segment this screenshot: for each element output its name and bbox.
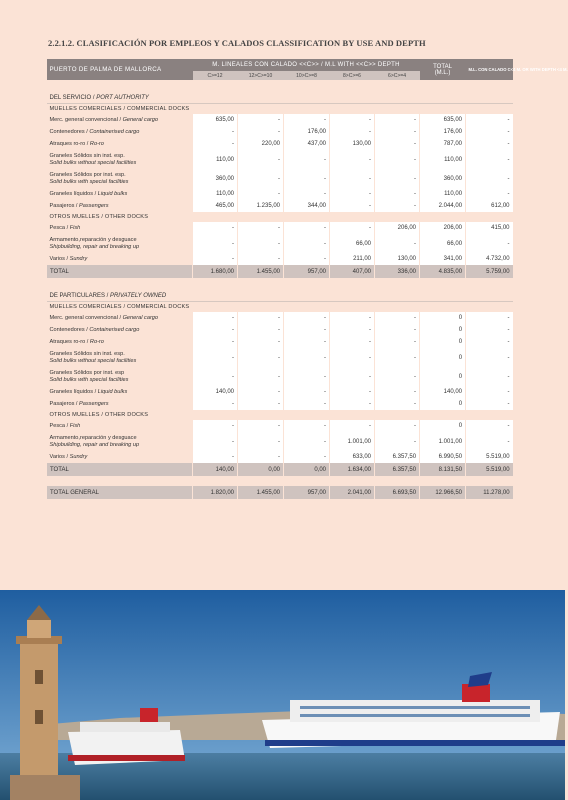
- row-label-en: Fish: [69, 422, 81, 429]
- value-cell: 635,00: [420, 114, 466, 126]
- value-cell: -: [193, 348, 238, 367]
- section-header: [47, 90, 513, 104]
- table-row: [47, 324, 513, 336]
- value-cell: 12.966,50: [420, 486, 466, 499]
- value-cell: 5.519,00: [466, 463, 513, 476]
- value-cell: 2.041,00: [330, 486, 375, 499]
- total-header: [420, 59, 466, 80]
- value-cell: 415,00: [466, 222, 513, 234]
- row-label-es: Graneles Sólidos sin inst. esp.: [49, 351, 125, 357]
- table-row: [47, 451, 513, 463]
- value-cell: -: [238, 451, 284, 463]
- shallow-depth-header: M.L. CON CALADO C<4 M. OR WITH DEPTH <4 M.: [466, 59, 513, 80]
- value-cell: 110,00: [420, 188, 466, 200]
- value-cell: -: [330, 324, 375, 336]
- row-label-es: Pesca /: [49, 224, 70, 231]
- row-label-en: Passengers: [79, 202, 109, 209]
- value-cell: 1.455,00: [238, 486, 284, 499]
- harbour-photo: [0, 590, 565, 800]
- group-title: MUELLES COMERCIALES / COMMERCIAL DOCKS: [49, 106, 190, 112]
- value-cell: -: [466, 336, 513, 348]
- row-label: [47, 348, 193, 367]
- row-label-es: Graneles Sólidos por inst. esp.: [49, 172, 126, 178]
- value-cell: 0: [420, 420, 466, 432]
- value-cell: -: [193, 420, 238, 432]
- value-cell: 66,00: [420, 234, 466, 253]
- row-label-en: General cargo: [122, 314, 159, 321]
- row-label: [47, 432, 193, 451]
- value-cell: -: [193, 367, 238, 386]
- value-cell: 0: [420, 324, 466, 336]
- table-row: [47, 253, 513, 265]
- group-header: [47, 212, 513, 222]
- value-cell: 787,00: [420, 138, 466, 150]
- value-cell: -: [238, 234, 284, 253]
- table-row: [47, 222, 513, 234]
- value-cell: 360,00: [420, 169, 466, 188]
- group-header: [47, 302, 513, 313]
- value-cell: 633,00: [330, 451, 375, 463]
- value-cell: 0: [420, 312, 466, 324]
- row-label: [47, 234, 193, 253]
- value-cell: 6.693,50: [375, 486, 420, 499]
- value-cell: -: [375, 169, 420, 188]
- value-cell: -: [466, 169, 513, 188]
- value-cell: -: [193, 222, 238, 234]
- value-cell: -: [330, 222, 375, 234]
- value-cell: -: [330, 150, 375, 169]
- value-cell: -: [375, 420, 420, 432]
- value-cell: -: [466, 234, 513, 253]
- row-label-en-line2: Solid bulks without special facilities: [49, 159, 137, 166]
- value-cell: 140,00: [193, 463, 238, 476]
- row-label-es: Varios /: [49, 255, 70, 262]
- row-label-en-line2: Shipbuilding, repair and breaking up: [49, 441, 140, 448]
- value-cell: 206,00: [375, 222, 420, 234]
- value-cell: -: [330, 169, 375, 188]
- value-cell: -: [466, 312, 513, 324]
- value-cell: -: [284, 312, 330, 324]
- row-label-en-line2: Solid bulks with special facilities: [49, 376, 129, 383]
- value-cell: -: [284, 150, 330, 169]
- value-cell: -: [238, 126, 284, 138]
- total-row: [47, 265, 513, 278]
- row-label-en: Liquid bulks: [97, 190, 128, 197]
- value-cell: 344,00: [284, 200, 330, 212]
- value-cell: -: [284, 367, 330, 386]
- group-title: OTROS MUELLES / OTHER DOCKS: [49, 214, 149, 220]
- value-cell: 6.357,50: [375, 463, 420, 476]
- table-row: [47, 348, 513, 367]
- table-row: [47, 150, 513, 169]
- row-label-es: Armamento,reparación y desguace: [49, 435, 137, 441]
- value-cell: 130,00: [330, 138, 375, 150]
- value-cell: -: [466, 114, 513, 126]
- value-cell: 437,00: [284, 138, 330, 150]
- value-cell: 5.759,00: [466, 265, 513, 278]
- value-cell: 957,00: [284, 265, 330, 278]
- value-cell: -: [238, 312, 284, 324]
- value-cell: 110,00: [193, 188, 238, 200]
- value-cell: -: [193, 432, 238, 451]
- section-header: [47, 288, 513, 302]
- value-cell: -: [330, 188, 375, 200]
- table-row: [47, 336, 513, 348]
- value-cell: 176,00: [284, 126, 330, 138]
- row-label-en-line2: Shipbuilding, repair and breaking up: [49, 243, 140, 250]
- value-cell: -: [284, 451, 330, 463]
- page-heading: 2.2.1.2. CLASIFICACIÓN POR EMPLEOS Y CALADOS CLASSIFICATION BY USE AND DEPTH: [48, 38, 426, 48]
- value-cell: -: [375, 234, 420, 253]
- row-label: [47, 451, 193, 463]
- table-row: [47, 114, 513, 126]
- total-row: [47, 463, 513, 476]
- value-cell: -: [330, 348, 375, 367]
- value-cell: -: [375, 398, 420, 410]
- value-cell: 8.131,50: [420, 463, 466, 476]
- depth-header: C>=12: [193, 71, 238, 80]
- value-cell: 130,00: [375, 253, 420, 265]
- value-cell: -: [284, 336, 330, 348]
- value-cell: -: [193, 451, 238, 463]
- row-label: [47, 253, 193, 265]
- value-cell: -: [238, 398, 284, 410]
- table-row: [47, 386, 513, 398]
- grand-total-label: TOTAL GENERAL: [47, 486, 193, 499]
- value-cell: -: [238, 253, 284, 265]
- row-label: [47, 150, 193, 169]
- row-label-es: Atraques ro-ro /: [49, 338, 90, 345]
- value-cell: -: [375, 336, 420, 348]
- value-cell: 465,00: [193, 200, 238, 212]
- value-cell: 0: [420, 398, 466, 410]
- value-cell: -: [466, 348, 513, 367]
- table-row: [47, 138, 513, 150]
- value-cell: 66,00: [330, 234, 375, 253]
- value-cell: -: [330, 312, 375, 324]
- value-cell: -: [284, 386, 330, 398]
- value-cell: 11.278,00: [466, 486, 513, 499]
- row-label-es: Armamento,reparación y desguace: [49, 237, 137, 243]
- row-label-es: Merc. general convencional /: [49, 314, 123, 321]
- value-cell: 176,00: [420, 126, 466, 138]
- section-title: DEL SERVICIO /: [49, 94, 97, 101]
- depth-header: 8>C>=6: [330, 71, 375, 80]
- value-cell: 140,00: [420, 386, 466, 398]
- value-cell: -: [330, 126, 375, 138]
- value-cell: -: [238, 324, 284, 336]
- value-cell: 1.235,00: [238, 200, 284, 212]
- value-cell: 110,00: [193, 150, 238, 169]
- value-cell: 0,00: [238, 463, 284, 476]
- value-cell: 635,00: [193, 114, 238, 126]
- row-label: [47, 138, 193, 150]
- value-cell: 6.357,50: [375, 451, 420, 463]
- value-cell: -: [284, 169, 330, 188]
- value-cell: -: [238, 432, 284, 451]
- value-cell: -: [375, 188, 420, 200]
- value-cell: -: [375, 324, 420, 336]
- group-title: MUELLES COMERCIALES / COMMERCIAL DOCKS: [49, 304, 190, 310]
- value-cell: -: [193, 138, 238, 150]
- section-title: DE PARTICULARES /: [49, 292, 110, 299]
- value-cell: -: [330, 386, 375, 398]
- value-cell: -: [466, 420, 513, 432]
- section-title-en: PRIVATELY OWNED: [109, 292, 167, 299]
- value-cell: 1.455,00: [238, 265, 284, 278]
- depth-header: 10>C>=8: [284, 71, 330, 80]
- row-label: [47, 324, 193, 336]
- table-row: [47, 169, 513, 188]
- value-cell: -: [284, 188, 330, 200]
- value-cell: -: [284, 398, 330, 410]
- row-label-es: Merc. general convencional /: [49, 116, 123, 123]
- port-header: PUERTO DE PALMA DE MALLORCA: [47, 59, 193, 80]
- value-cell: 0: [420, 348, 466, 367]
- row-label: [47, 336, 193, 348]
- value-cell: -: [466, 150, 513, 169]
- depth-group-header: M. LINEALES CON CALADO <<C>> / M.L WITH <<C>> DEPTH: [193, 59, 420, 71]
- value-cell: -: [375, 150, 420, 169]
- total-label: TOTAL: [47, 265, 193, 278]
- value-cell: -: [193, 336, 238, 348]
- table-row: [47, 188, 513, 200]
- value-cell: 2.044,00: [420, 200, 466, 212]
- table-row: [47, 432, 513, 451]
- row-label-en: Sundry: [69, 453, 88, 460]
- table-row: [47, 126, 513, 138]
- value-cell: -: [284, 234, 330, 253]
- row-label-en: Containerised cargo: [89, 326, 140, 333]
- value-cell: -: [375, 312, 420, 324]
- value-cell: -: [238, 188, 284, 200]
- value-cell: -: [375, 200, 420, 212]
- value-cell: -: [466, 367, 513, 386]
- value-cell: -: [238, 386, 284, 398]
- depth-header: 6>C>=4: [375, 71, 420, 80]
- value-cell: -: [330, 367, 375, 386]
- value-cell: -: [330, 398, 375, 410]
- value-cell: -: [284, 324, 330, 336]
- row-label: [47, 367, 193, 386]
- row-label: [47, 398, 193, 410]
- section-title-en: PORT AUTHORITY: [96, 94, 149, 101]
- value-cell: 1.001,00: [330, 432, 375, 451]
- value-cell: -: [330, 336, 375, 348]
- value-cell: 1.001,00: [420, 432, 466, 451]
- table-body: [47, 80, 513, 499]
- value-cell: -: [284, 432, 330, 451]
- group-header: [47, 104, 513, 115]
- value-cell: -: [466, 126, 513, 138]
- value-cell: 4.835,00: [420, 265, 466, 278]
- row-label: [47, 222, 193, 234]
- value-cell: -: [375, 126, 420, 138]
- value-cell: 1.634,00: [330, 463, 375, 476]
- group-title: OTROS MUELLES / OTHER DOCKS: [49, 412, 149, 418]
- row-label-es: Pasajeros /: [49, 202, 80, 209]
- value-cell: -: [466, 324, 513, 336]
- value-cell: -: [375, 348, 420, 367]
- row-label-en: Liquid bulks: [97, 388, 128, 395]
- value-cell: 1.820,00: [193, 486, 238, 499]
- value-cell: -: [193, 234, 238, 253]
- value-cell: 140,00: [193, 386, 238, 398]
- value-cell: 5.519,00: [466, 451, 513, 463]
- value-cell: -: [238, 367, 284, 386]
- value-cell: -: [330, 114, 375, 126]
- value-cell: 4.732,00: [466, 253, 513, 265]
- value-cell: -: [238, 336, 284, 348]
- row-label: [47, 312, 193, 324]
- row-label-en: Fish: [69, 224, 81, 231]
- row-label: [47, 114, 193, 126]
- value-cell: -: [466, 188, 513, 200]
- table-row: [47, 234, 513, 253]
- table-row: [47, 398, 513, 410]
- row-label-es: Contenedores /: [49, 326, 90, 333]
- value-cell: -: [284, 420, 330, 432]
- value-cell: -: [193, 126, 238, 138]
- value-cell: 336,00: [375, 265, 420, 278]
- value-cell: 6.990,50: [420, 451, 466, 463]
- value-cell: -: [466, 432, 513, 451]
- row-label: [47, 126, 193, 138]
- row-label-en: Containerised cargo: [89, 128, 140, 135]
- value-cell: -: [375, 367, 420, 386]
- value-cell: 220,00: [238, 138, 284, 150]
- row-label-es: Graneles Sólidos por inst. esp: [49, 370, 125, 376]
- row-label-en-line2: Solid bulks without special facilities: [49, 357, 137, 364]
- table-row: [47, 200, 513, 212]
- value-cell: -: [238, 420, 284, 432]
- value-cell: -: [466, 386, 513, 398]
- row-label-en-line2: Solid bulks with special facilities: [49, 178, 129, 185]
- value-cell: -: [284, 222, 330, 234]
- row-label-es: Atraques ro-ro /: [49, 140, 90, 147]
- value-cell: -: [193, 312, 238, 324]
- row-label-es: Pasajeros /: [49, 400, 80, 407]
- value-cell: 407,00: [330, 265, 375, 278]
- value-cell: -: [375, 386, 420, 398]
- value-cell: -: [238, 169, 284, 188]
- row-label-es: Contenedores /: [49, 128, 90, 135]
- value-cell: 206,00: [420, 222, 466, 234]
- depth-header: 12>C>=10: [238, 71, 284, 80]
- table-row: [47, 312, 513, 324]
- value-cell: -: [330, 200, 375, 212]
- value-cell: 1.680,00: [193, 265, 238, 278]
- row-label: [47, 200, 193, 212]
- total-header-line1: TOTAL: [433, 63, 452, 70]
- table-row: [47, 367, 513, 386]
- row-label-en: Passengers: [79, 400, 109, 407]
- row-label: [47, 386, 193, 398]
- row-label-es: Varios /: [49, 453, 70, 460]
- value-cell: 0: [420, 367, 466, 386]
- berth-classification-table: [46, 59, 568, 499]
- value-cell: -: [193, 398, 238, 410]
- value-cell: -: [238, 222, 284, 234]
- row-label: [47, 188, 193, 200]
- row-label: [47, 169, 193, 188]
- value-cell: 957,00: [284, 486, 330, 499]
- value-cell: 0: [420, 336, 466, 348]
- value-cell: -: [193, 253, 238, 265]
- table-row: [47, 420, 513, 432]
- row-label-es: Graneles Sólidos sin inst. esp.: [49, 153, 125, 159]
- total-header-line2: (M.L.): [434, 69, 451, 76]
- row-label-es: Graneles líquidos /: [49, 190, 98, 197]
- value-cell: -: [284, 114, 330, 126]
- value-cell: -: [375, 114, 420, 126]
- row-label-en: General cargo: [122, 116, 159, 123]
- row-label: [47, 420, 193, 432]
- value-cell: -: [466, 398, 513, 410]
- row-label-en: Ro-ro: [89, 338, 104, 345]
- value-cell: -: [193, 324, 238, 336]
- total-label: TOTAL: [47, 463, 193, 476]
- group-header: [47, 410, 513, 420]
- row-label-es: Graneles líquidos /: [49, 388, 98, 395]
- row-label-en: Sundry: [69, 255, 88, 262]
- value-cell: 360,00: [193, 169, 238, 188]
- value-cell: -: [238, 348, 284, 367]
- row-label-en: Ro-ro: [89, 140, 104, 147]
- value-cell: -: [375, 432, 420, 451]
- row-label-es: Pesca /: [49, 422, 70, 429]
- value-cell: 110,00: [420, 150, 466, 169]
- value-cell: 341,00: [420, 253, 466, 265]
- grand-total-row: [47, 486, 513, 499]
- value-cell: -: [284, 253, 330, 265]
- value-cell: 211,00: [330, 253, 375, 265]
- value-cell: -: [284, 348, 330, 367]
- value-cell: -: [466, 138, 513, 150]
- value-cell: 612,00: [466, 200, 513, 212]
- value-cell: -: [238, 150, 284, 169]
- value-cell: -: [330, 420, 375, 432]
- value-cell: 0,00: [284, 463, 330, 476]
- value-cell: -: [375, 138, 420, 150]
- value-cell: -: [238, 114, 284, 126]
